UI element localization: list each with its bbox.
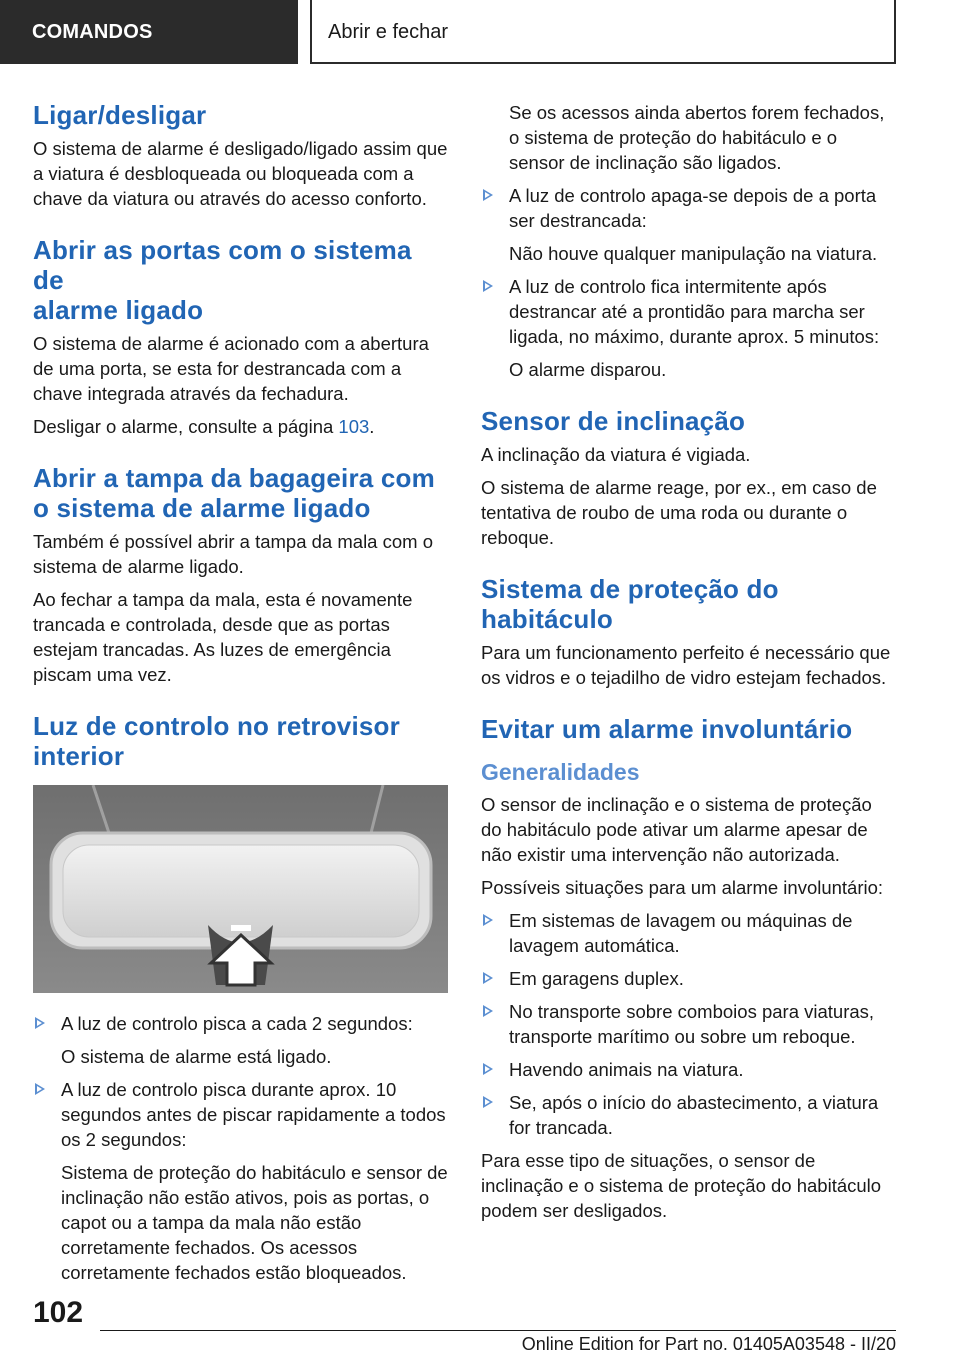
triangle-bullet-icon	[35, 1017, 45, 1029]
paragraph: O sensor de inclinação e o sistema de proteção do habitáculo pode ativar um alarme apesar de não existir uma intervenção não autorizada.	[481, 794, 872, 865]
right-column	[481, 100, 896, 1231]
triangle-bullet-icon	[483, 972, 493, 984]
paragraph: O sistema de alarme reage, por ex., em caso de tentativa de roubo de uma roda ou durante o reboque.	[481, 477, 877, 548]
heading-abrir-tampa: Abrir a tampa da bagageira com o sistema de alarme ligado	[33, 463, 435, 523]
paragraph: Possíveis situações para um alarme involuntário:	[481, 877, 884, 898]
left-column	[33, 100, 448, 1293]
list-item: A luz de controlo fica intermitente após destrancar até a prontidão para marcha ser ligada, no máximo, durante aprox. 5 minutos:	[481, 274, 896, 349]
rearview-mirror-illustration	[33, 785, 448, 993]
paragraph: Ao fechar a tampa da mala, esta é novamente trancada e controlada, desde que as portas estejam trancadas. As luzes de emergência piscam uma vez.	[33, 589, 413, 685]
triangle-bullet-icon	[483, 280, 493, 292]
triangle-bullet-icon	[483, 1063, 493, 1075]
triangle-bullet-icon	[483, 1005, 493, 1017]
section-label: COMANDOS	[0, 0, 298, 64]
list-item: Havendo animais na viatura.	[481, 1057, 896, 1082]
triangle-bullet-icon	[483, 1096, 493, 1108]
paragraph: Para um funcionamento perfeito é necessário que os vidros e o tejadilho de vidro estejam fechados.	[481, 642, 891, 688]
paragraph: Também é possível abrir a tampa da mala com o sistema de alarme ligado.	[33, 531, 433, 577]
list-item: Se, após o início do abastecimento, a viatura for trancada.	[481, 1090, 896, 1140]
heading-sensor-inclinacao: Sensor de inclinação	[481, 406, 746, 436]
heading-evitar-alarme: Evitar um alarme involuntário	[481, 714, 853, 744]
edition-note: Online Edition for Part no. 01405A03548 - II/20	[521, 1334, 896, 1354]
page-link[interactable]: 103	[338, 416, 370, 437]
paragraph: O sistema de alarme está ligado.	[61, 1046, 332, 1067]
heading-luz-controlo: Luz de controlo no retrovisor interior	[33, 711, 400, 771]
list-item: Em sistemas de lavagem ou máquinas de lavagem automática.	[481, 908, 896, 958]
paragraph: O sistema de alarme é acionado com a abertura de uma porta, se esta for destrancada com a chave integrada através da fechadura.	[33, 333, 429, 404]
paragraph: Sistema de proteção do habitáculo e sensor de inclinação não estão ativos, pois as portas, o capot ou a tampa da mala não estão corretamente fechados. Os acessos corretamente fechados estão bloqueados.	[61, 1162, 448, 1283]
page-header	[0, 0, 960, 64]
triangle-bullet-icon	[483, 914, 493, 926]
list-item: No transporte sobre comboios para viaturas, transporte marítimo ou sobre um reboque.	[481, 999, 896, 1049]
heading-sistema-protecao: Sistema de proteção do habitáculo	[481, 574, 779, 634]
page-number: 102	[33, 1296, 84, 1329]
paragraph: O alarme disparou.	[509, 359, 667, 380]
list-item: A luz de controlo pisca durante aprox. 10 segundos antes de piscar rapidamente a todos os 2 segundos:	[33, 1077, 448, 1152]
footer-divider	[100, 1330, 896, 1331]
paragraph: Desligar o alarme, consulte a página 103.	[33, 416, 375, 437]
triangle-bullet-icon	[483, 189, 493, 201]
topic-label: Abrir e fechar	[310, 0, 896, 64]
paragraph: Não houve qualquer manipulação na viatura.	[509, 243, 878, 264]
paragraph: A inclinação da viatura é vigiada.	[481, 444, 751, 465]
triangle-bullet-icon	[35, 1083, 45, 1095]
heading-abrir-portas: Abrir as portas com o sistema de alarme ligado	[33, 235, 412, 325]
list-item: Em garagens duplex.	[481, 966, 896, 991]
list-item: A luz de controlo apaga-se depois de a porta ser destrancada:	[481, 183, 896, 233]
paragraph: O sistema de alarme é desligado/ligado assim que a viatura é desbloqueada ou bloqueada com a chave da viatura ou através do acesso conforto.	[33, 138, 448, 209]
heading-ligar-desligar: Ligar/desligar	[33, 100, 207, 130]
paragraph: Para esse tipo de situações, o sensor de inclinação e o sistema de proteção do habitáculo podem ser desligados.	[481, 1150, 882, 1221]
paragraph: Se os acessos ainda abertos forem fechados, o sistema de proteção do habitáculo e o sensor de inclinação são ligados.	[509, 102, 885, 173]
subheading-generalidades: Generalidades	[481, 759, 640, 785]
list-item: A luz de controlo pisca a cada 2 segundos:	[33, 1011, 448, 1036]
